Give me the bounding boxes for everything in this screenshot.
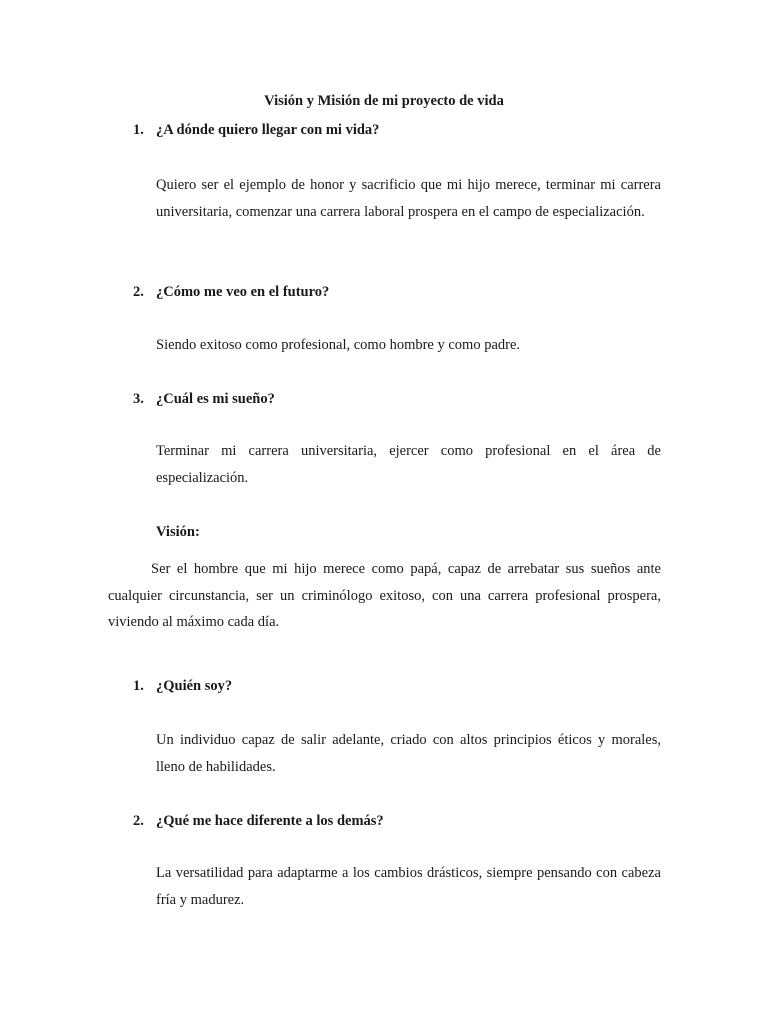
document-title: Visión y Misión de mi proyecto de vida xyxy=(264,93,504,109)
answer-paragraph: Terminar mi carrera universitaria, ejercer como profesional en el área de especialización. xyxy=(156,443,661,486)
answer-paragraph: Quiero ser el ejemplo de honor y sacrificio que mi hijo merece, terminar mi carrera universitaria, comenzar una carrera laboral prospera en el campo de especialización. xyxy=(156,177,661,220)
vision-heading: Visión: xyxy=(156,524,200,540)
answer-paragraph: La versatilidad para adaptarme a los cambios drásticos, siempre pensando con cabeza fría y madurez. xyxy=(156,865,661,908)
question-heading: ¿Cuál es mi sueño? xyxy=(156,391,275,407)
answer-paragraph: Un individuo capaz de salir adelante, criado con altos principios éticos y morales, lleno de habilidades. xyxy=(156,732,661,775)
question-heading: ¿Cómo me veo en el futuro? xyxy=(156,284,330,300)
question-number: 3. xyxy=(133,391,144,407)
question-number: 2. xyxy=(133,284,144,300)
question-heading: ¿Qué me hace diferente a los demás? xyxy=(156,813,384,829)
vision-paragraph: Ser el hombre que mi hijo merece como papá, capaz de arrebatar sus sueños ante cualquier circunstancia, ser un criminólogo exitoso, con una carrera profesional prospera, viviendo al máximo cada día. xyxy=(108,561,661,631)
question-heading: ¿A dónde quiero llegar con mi vida? xyxy=(156,122,380,138)
question-number: 2. xyxy=(133,813,144,829)
question-number: 1. xyxy=(133,678,144,694)
question-number: 1. xyxy=(133,122,144,138)
answer-paragraph: Siendo exitoso como profesional, como hombre y como padre. xyxy=(156,337,521,353)
question-heading: ¿Quién soy? xyxy=(156,678,233,694)
